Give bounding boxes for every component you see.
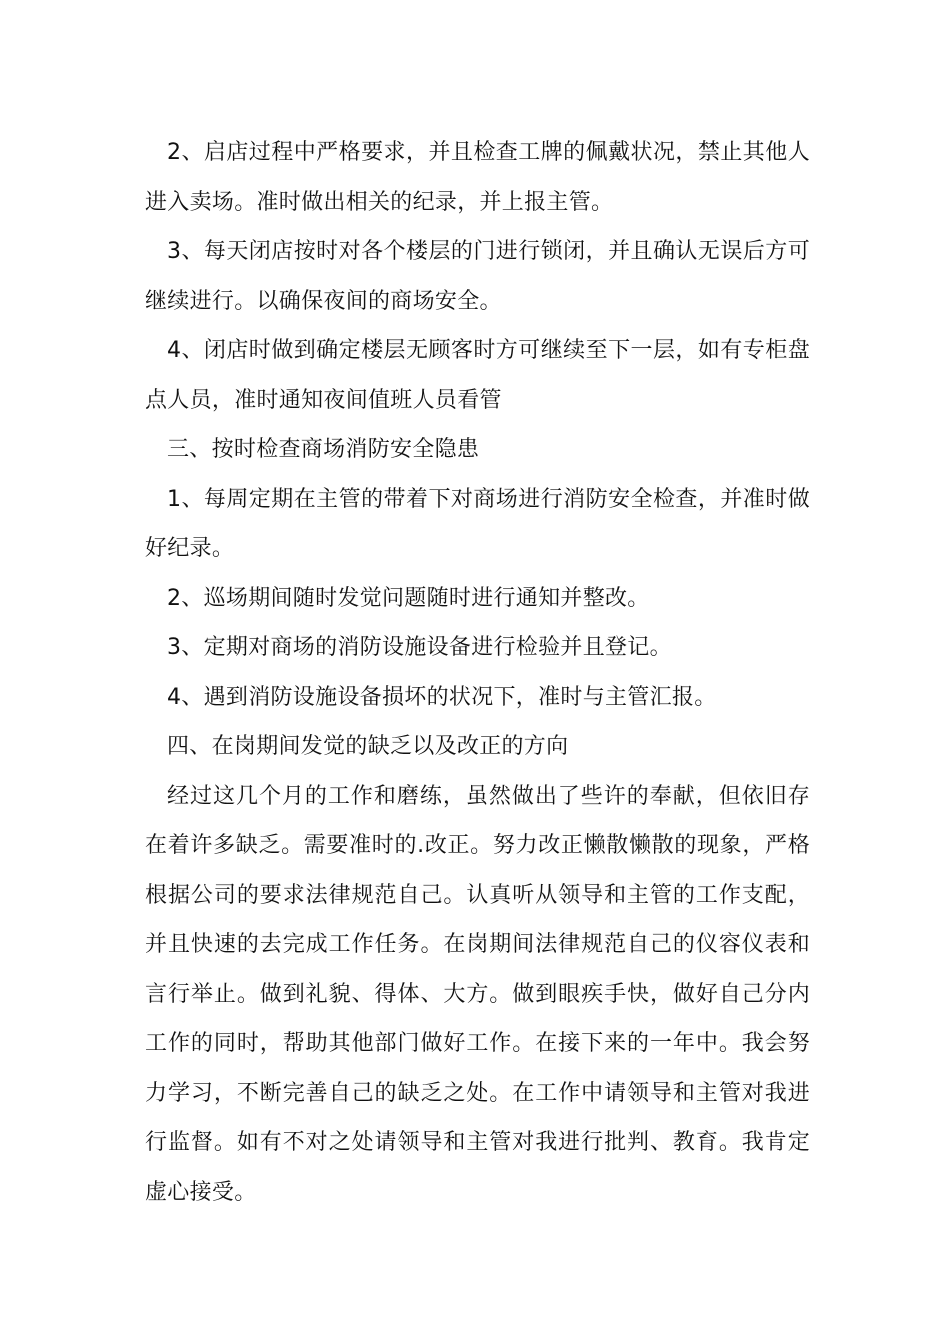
section-heading-shortcomings: 四、在岗期间发觉的缺乏以及改正的方向 <box>167 734 569 759</box>
paragraph-item-2-patrol: 2、巡场期间随时发觉问题随时进行通知并整改。 <box>167 585 650 611</box>
paragraph-item-3-closing-lock: 3、每天闭店按时对各个楼层的门进行锁闭，并且确认无误后方可继续进行。以确保夜间的商场安全。 <box>145 239 810 314</box>
document-body <box>145 128 810 1217</box>
paragraph-item-4-floor-check: 4、闭店时做到确定楼层无顾客时方可继续至下一层，如有专柜盘点人员，准时通知夜间值班人员看管 <box>145 338 810 413</box>
paragraph-summary: 经过这几个月的工作和磨练，虽然做出了些许的奉献，但依旧存在着许多缺乏。需要准时的.改正。努力改正懒散懒散的现象，严格根据公司的要求法律规范自己。认真听从领导和主管的工作支配，并且快速的去完成工作任务。在岗期间法律规范自己的仪容仪表和言行举止。做到礼貌、得体、大方。做到眼疾手快，做好自己分内工作的同时，帮助其他部门做好工作。在接下来的一年中。我会努力学习，不断完善自己的缺乏之处。在工作中请领导和主管对我进行监督。如有不对之处请领导和主管对我进行批判、教育。我肯定虚心接受。 <box>145 783 810 1205</box>
paragraph-item-3-equipment-check: 3、定期对商场的消防设施设备进行检验并且登记。 <box>167 635 672 660</box>
paragraph-item-4-damage-report: 4、遇到消防设施设备损坏的状况下，准时与主管汇报。 <box>167 684 717 710</box>
paragraph-item-1-weekly-inspection: 1、每周定期在主管的带着下对商场进行消防安全检查，并准时做好纪录。 <box>145 486 810 561</box>
section-heading-fire-safety: 三、按时检查商场消防安全隐患 <box>167 437 480 462</box>
paragraph-item-2-badge-check: 2、启店过程中严格要求，并且检查工牌的佩戴状况，禁止其他人进入卖场。准时做出相关的纪录，并上报主管。 <box>145 140 810 215</box>
